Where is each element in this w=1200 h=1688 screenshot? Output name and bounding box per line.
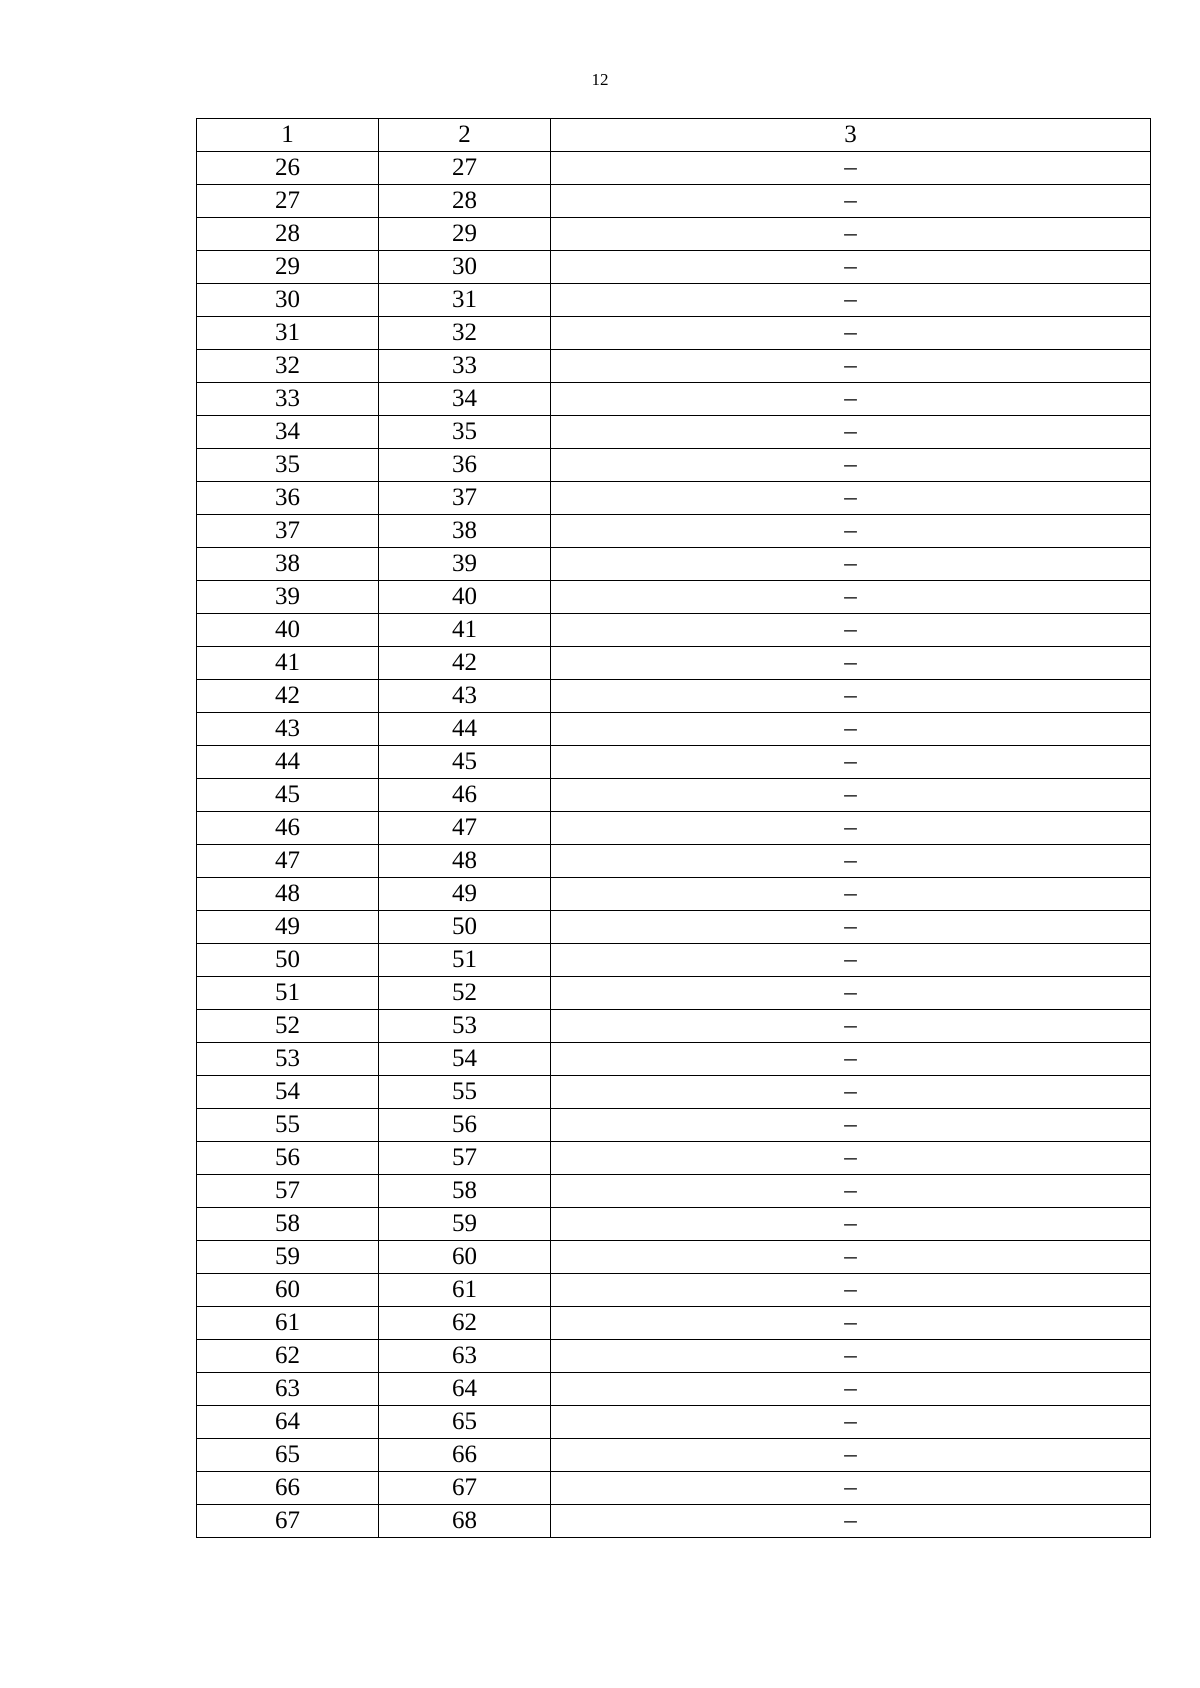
- table-cell-col-1: 43: [197, 713, 379, 746]
- table-cell-col-3: –: [551, 680, 1151, 713]
- table-cell-col-1: 29: [197, 251, 379, 284]
- table-row: [197, 152, 1151, 185]
- table-cell-col-1: 37: [197, 515, 379, 548]
- data-table: [196, 118, 1151, 1538]
- table-cell-col-2: 32: [379, 317, 551, 350]
- table-row: [197, 1175, 1151, 1208]
- table-row: [197, 416, 1151, 449]
- table-cell-col-3: –: [551, 1175, 1151, 1208]
- table-cell-col-3: –: [551, 1241, 1151, 1274]
- table-cell-col-3: –: [551, 482, 1151, 515]
- table-cell-col-1: 45: [197, 779, 379, 812]
- table-cell-col-2: 64: [379, 1373, 551, 1406]
- table-cell-col-3: –: [551, 251, 1151, 284]
- table-cell-col-3: –: [551, 812, 1151, 845]
- table-cell-col-2: 61: [379, 1274, 551, 1307]
- table-cell-col-3: –: [551, 218, 1151, 251]
- table-row: [197, 614, 1151, 647]
- table-cell-col-1: 48: [197, 878, 379, 911]
- table-cell-col-3: –: [551, 1076, 1151, 1109]
- table-cell-col-1: 31: [197, 317, 379, 350]
- table-cell-col-2: 66: [379, 1439, 551, 1472]
- table-cell-col-2: 63: [379, 1340, 551, 1373]
- table-cell-col-3: –: [551, 614, 1151, 647]
- table-row: [197, 647, 1151, 680]
- table-row: [197, 317, 1151, 350]
- table-cell-col-3: –: [551, 383, 1151, 416]
- table-cell-col-1: 63: [197, 1373, 379, 1406]
- table-cell-col-1: 46: [197, 812, 379, 845]
- table-cell-col-3: –: [551, 449, 1151, 482]
- table-cell-col-1: 44: [197, 746, 379, 779]
- table-cell-col-2: 39: [379, 548, 551, 581]
- table-cell-col-1: 55: [197, 1109, 379, 1142]
- table-cell-col-3: –: [551, 977, 1151, 1010]
- table-cell-col-2: 33: [379, 350, 551, 383]
- table-cell-col-2: 50: [379, 911, 551, 944]
- table-cell-col-2: 38: [379, 515, 551, 548]
- table-row: [197, 1439, 1151, 1472]
- table-cell-col-2: 60: [379, 1241, 551, 1274]
- table-cell-col-2: 58: [379, 1175, 551, 1208]
- table-cell-col-3: –: [551, 911, 1151, 944]
- table-row: [197, 449, 1151, 482]
- table-cell-col-2: 51: [379, 944, 551, 977]
- table-cell-col-3: –: [551, 1109, 1151, 1142]
- table-row: [197, 1208, 1151, 1241]
- table-cell-col-3: –: [551, 647, 1151, 680]
- table-row: [197, 713, 1151, 746]
- table-row: [197, 1373, 1151, 1406]
- table-cell-col-3: –: [551, 1043, 1151, 1076]
- table-cell-col-1: 42: [197, 680, 379, 713]
- table-cell-col-3: –: [551, 185, 1151, 218]
- table-row: [197, 680, 1151, 713]
- table-cell-col-1: 60: [197, 1274, 379, 1307]
- table-row: [197, 1505, 1151, 1538]
- table-cell-col-2: 45: [379, 746, 551, 779]
- column-header-1: 1: [197, 119, 379, 152]
- table-cell-col-1: 33: [197, 383, 379, 416]
- table-row: [197, 1109, 1151, 1142]
- table-cell-col-2: 52: [379, 977, 551, 1010]
- table-cell-col-2: 48: [379, 845, 551, 878]
- table-row: [197, 1340, 1151, 1373]
- table-cell-col-2: 43: [379, 680, 551, 713]
- table-row: [197, 581, 1151, 614]
- table-cell-col-3: –: [551, 1274, 1151, 1307]
- table-cell-col-2: 55: [379, 1076, 551, 1109]
- table-header-row: [197, 119, 1151, 152]
- table-row: [197, 515, 1151, 548]
- table-cell-col-1: 57: [197, 1175, 379, 1208]
- table-cell-col-3: –: [551, 548, 1151, 581]
- table-cell-col-2: 47: [379, 812, 551, 845]
- table-cell-col-1: 28: [197, 218, 379, 251]
- table-row: [197, 1307, 1151, 1340]
- table-cell-col-1: 51: [197, 977, 379, 1010]
- table-cell-col-2: 59: [379, 1208, 551, 1241]
- table-cell-col-3: –: [551, 1505, 1151, 1538]
- table-row: [197, 944, 1151, 977]
- table-cell-col-3: –: [551, 1010, 1151, 1043]
- table-cell-col-1: 53: [197, 1043, 379, 1076]
- table-cell-col-2: 35: [379, 416, 551, 449]
- table-row: [197, 185, 1151, 218]
- table-cell-col-2: 34: [379, 383, 551, 416]
- table-cell-col-2: 42: [379, 647, 551, 680]
- table-cell-col-3: –: [551, 350, 1151, 383]
- table-cell-col-3: –: [551, 515, 1151, 548]
- table-row: [197, 911, 1151, 944]
- table-cell-col-3: –: [551, 1439, 1151, 1472]
- table-cell-col-3: –: [551, 416, 1151, 449]
- table-cell-col-1: 62: [197, 1340, 379, 1373]
- table-cell-col-1: 61: [197, 1307, 379, 1340]
- table-cell-col-3: –: [551, 1373, 1151, 1406]
- table-cell-col-2: 57: [379, 1142, 551, 1175]
- table-cell-col-1: 32: [197, 350, 379, 383]
- table-cell-col-1: 41: [197, 647, 379, 680]
- table-cell-col-3: –: [551, 152, 1151, 185]
- table-cell-col-1: 59: [197, 1241, 379, 1274]
- table-cell-col-2: 56: [379, 1109, 551, 1142]
- table-cell-col-1: 26: [197, 152, 379, 185]
- table-row: [197, 812, 1151, 845]
- table-row: [197, 218, 1151, 251]
- table-cell-col-2: 40: [379, 581, 551, 614]
- table-cell-col-3: –: [551, 746, 1151, 779]
- table-cell-col-2: 31: [379, 284, 551, 317]
- table-row: [197, 1406, 1151, 1439]
- table-cell-col-2: 41: [379, 614, 551, 647]
- table-cell-col-1: 58: [197, 1208, 379, 1241]
- table-row: [197, 878, 1151, 911]
- table-cell-col-2: 30: [379, 251, 551, 284]
- table-cell-col-2: 49: [379, 878, 551, 911]
- table-cell-col-2: 28: [379, 185, 551, 218]
- table-row: [197, 977, 1151, 1010]
- table-row: [197, 284, 1151, 317]
- table-cell-col-2: 44: [379, 713, 551, 746]
- table-cell-col-1: 65: [197, 1439, 379, 1472]
- table-body: [197, 152, 1151, 1538]
- table-cell-col-2: 53: [379, 1010, 551, 1043]
- table-cell-col-2: 54: [379, 1043, 551, 1076]
- table-cell-col-2: 37: [379, 482, 551, 515]
- table-row: [197, 350, 1151, 383]
- table-row: [197, 845, 1151, 878]
- table-cell-col-1: 52: [197, 1010, 379, 1043]
- table-cell-col-3: –: [551, 284, 1151, 317]
- table-cell-col-1: 47: [197, 845, 379, 878]
- table-cell-col-2: 46: [379, 779, 551, 812]
- table-cell-col-1: 39: [197, 581, 379, 614]
- column-header-3: 3: [551, 119, 1151, 152]
- table-cell-col-1: 38: [197, 548, 379, 581]
- table-cell-col-1: 36: [197, 482, 379, 515]
- table-row: [197, 251, 1151, 284]
- table-cell-col-2: 67: [379, 1472, 551, 1505]
- table-row: [197, 482, 1151, 515]
- table-cell-col-3: –: [551, 581, 1151, 614]
- table-cell-col-1: 34: [197, 416, 379, 449]
- table-cell-col-2: 68: [379, 1505, 551, 1538]
- table-row: [197, 779, 1151, 812]
- table-cell-col-1: 40: [197, 614, 379, 647]
- table-cell-col-3: –: [551, 845, 1151, 878]
- table-cell-col-3: –: [551, 1142, 1151, 1175]
- table-cell-col-3: –: [551, 317, 1151, 350]
- table-row: [197, 1076, 1151, 1109]
- table-cell-col-3: –: [551, 878, 1151, 911]
- table-row: [197, 1472, 1151, 1505]
- table-cell-col-2: 29: [379, 218, 551, 251]
- table-cell-col-3: –: [551, 1340, 1151, 1373]
- page-number: 12: [591, 70, 609, 89]
- table-cell-col-2: 27: [379, 152, 551, 185]
- table-cell-col-3: –: [551, 713, 1151, 746]
- table-cell-col-2: 62: [379, 1307, 551, 1340]
- table-cell-col-1: 54: [197, 1076, 379, 1109]
- table-row: [197, 383, 1151, 416]
- table-cell-col-1: 50: [197, 944, 379, 977]
- table-row: [197, 548, 1151, 581]
- table-cell-col-1: 27: [197, 185, 379, 218]
- table-cell-col-1: 30: [197, 284, 379, 317]
- table-cell-col-1: 67: [197, 1505, 379, 1538]
- table-row: [197, 1142, 1151, 1175]
- table-row: [197, 1241, 1151, 1274]
- table-cell-col-3: –: [551, 779, 1151, 812]
- table-row: [197, 746, 1151, 779]
- table-cell-col-2: 65: [379, 1406, 551, 1439]
- table-cell-col-1: 66: [197, 1472, 379, 1505]
- column-header-2: 2: [379, 119, 551, 152]
- table-cell-col-1: 64: [197, 1406, 379, 1439]
- table-row: [197, 1274, 1151, 1307]
- table-cell-col-3: –: [551, 1208, 1151, 1241]
- table-cell-col-2: 36: [379, 449, 551, 482]
- table-cell-col-1: 49: [197, 911, 379, 944]
- table-cell-col-3: –: [551, 1472, 1151, 1505]
- table-cell-col-3: –: [551, 944, 1151, 977]
- table-cell-col-3: –: [551, 1406, 1151, 1439]
- table-row: [197, 1010, 1151, 1043]
- table-cell-col-3: –: [551, 1307, 1151, 1340]
- table-cell-col-1: 35: [197, 449, 379, 482]
- table-row: [197, 1043, 1151, 1076]
- table-cell-col-1: 56: [197, 1142, 379, 1175]
